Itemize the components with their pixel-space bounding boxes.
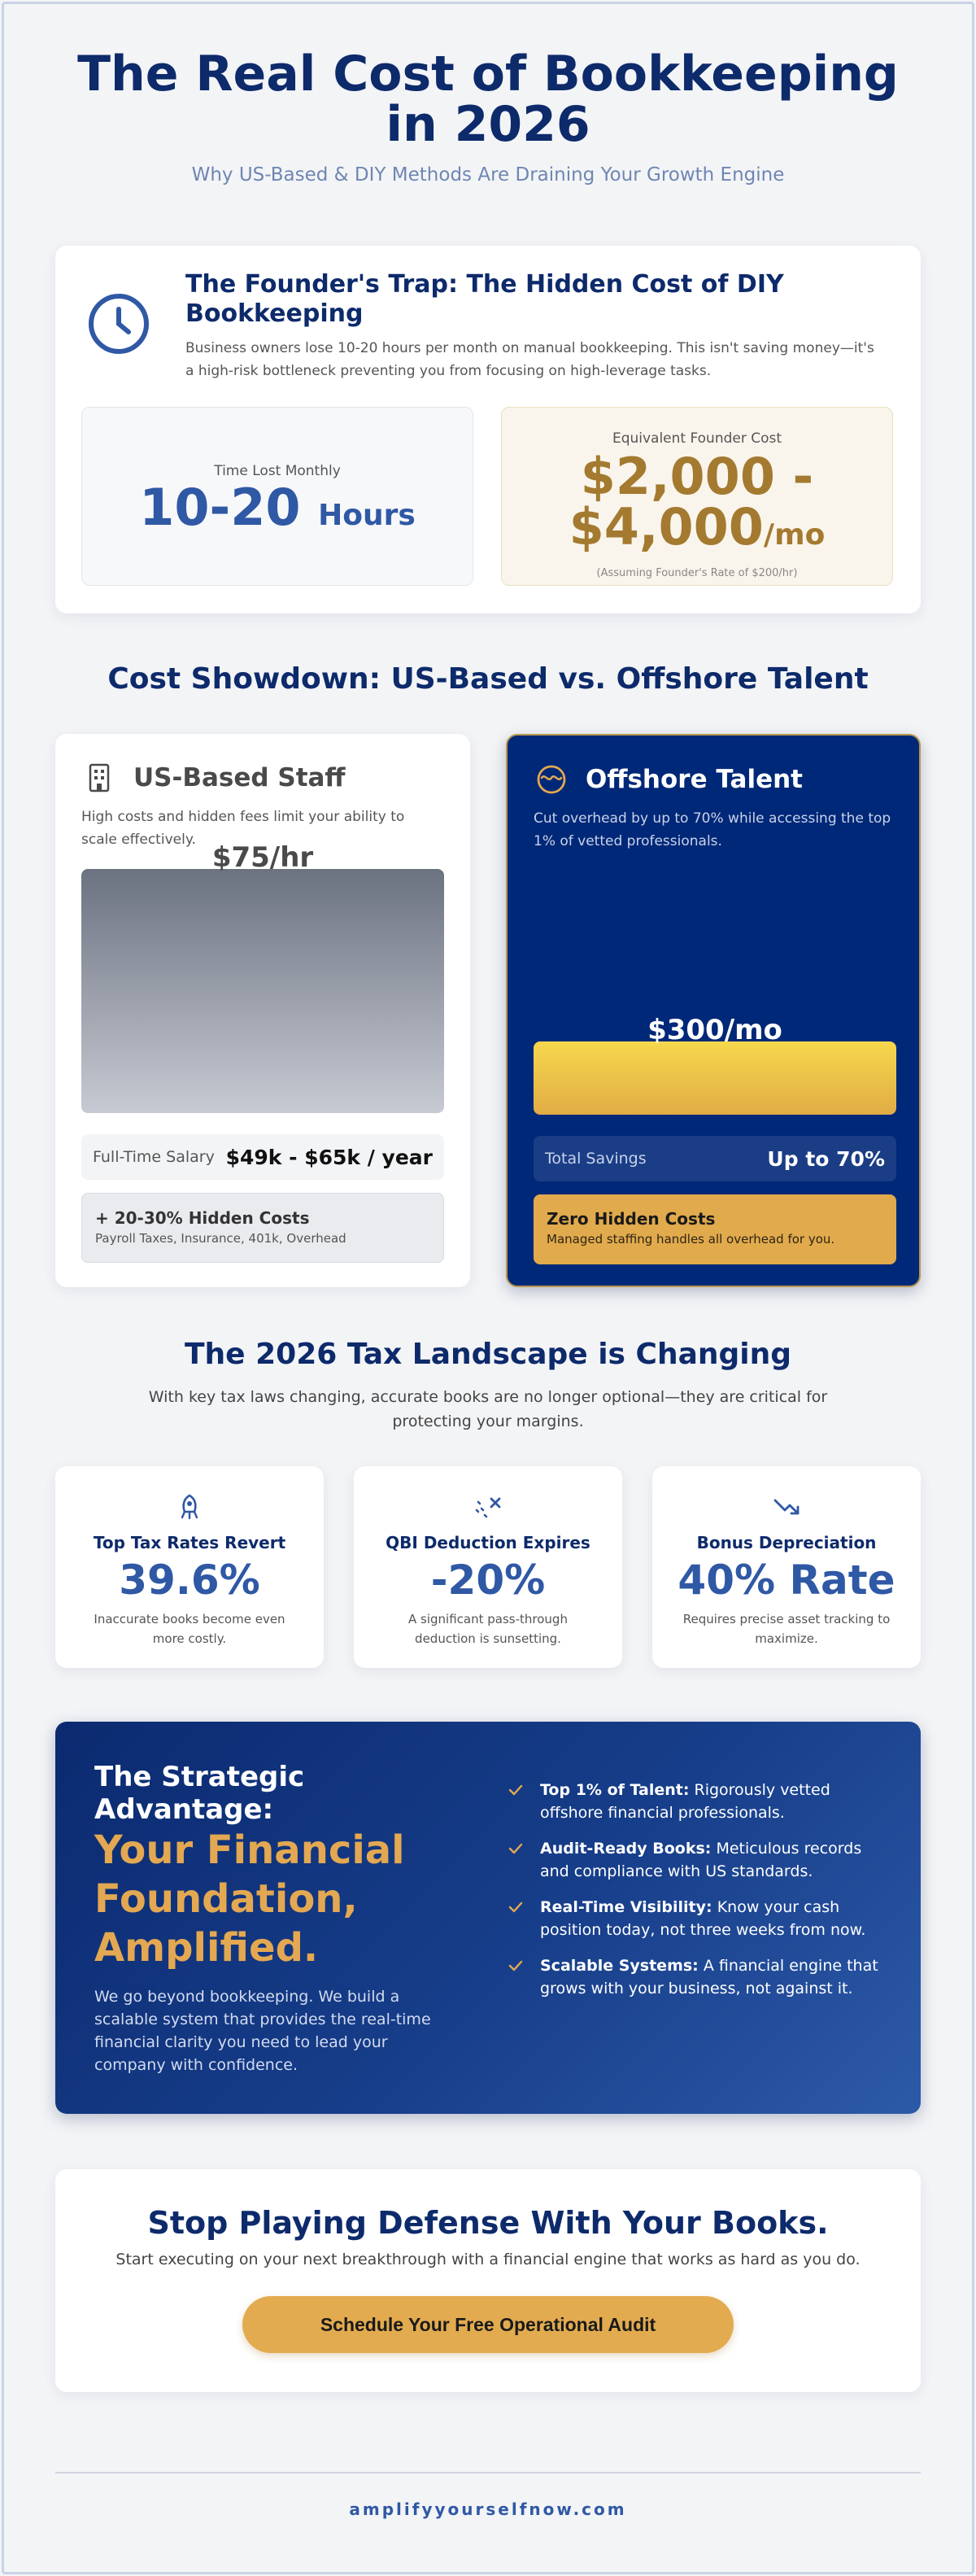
tax-title: The 2026 Tax Landscape is Changing bbox=[184, 1338, 791, 1371]
us-bar-label: $75/hr bbox=[211, 841, 314, 874]
check-icon bbox=[508, 1958, 524, 1974]
offshore-zero-costs-box bbox=[534, 1194, 896, 1264]
showdown-title: Cost Showdown: US-Based vs. Offshore Talent bbox=[107, 662, 869, 696]
trap-title: The Founder's Trap: The Hidden Cost of DIY Bookkeeping bbox=[185, 270, 784, 328]
us-staff-title: US-Based Staff bbox=[133, 763, 346, 792]
footer-link[interactable]: amplifyyourselfnow.com bbox=[349, 2500, 627, 2519]
tax-card-note: Requires precise asset tracking to maximize. bbox=[682, 1612, 891, 1646]
founder-cost-unit: /mo bbox=[763, 518, 826, 552]
strategic-advantage-panel bbox=[55, 1722, 921, 2114]
advantage-item-lead: Real-Time Visibility: bbox=[540, 1898, 712, 1916]
list-item bbox=[508, 1837, 890, 1883]
cta-subtitle: Start executing on your next breakthrough with a financial engine that works as hard as you do. bbox=[115, 2251, 861, 2268]
offshore-bar-label: $300/mo bbox=[647, 1014, 782, 1046]
time-lost-number: 10-20 bbox=[139, 478, 301, 537]
us-salary-row bbox=[81, 1134, 444, 1180]
sparkle-x-icon bbox=[473, 1492, 503, 1522]
offshore-savings-value: Up to 70% bbox=[767, 1146, 885, 1171]
offshore-savings-label: Total Savings bbox=[545, 1150, 647, 1168]
time-lost-label: Time Lost Monthly bbox=[214, 463, 341, 479]
advantage-item-lead: Scalable Systems: bbox=[540, 1957, 699, 1975]
us-hidden-costs-detail: Payroll Taxes, Insurance, 401k, Overhead bbox=[95, 1231, 346, 1246]
page-subtitle: Why US-Based & DIY Methods Are Draining Your Growth Engine bbox=[191, 164, 785, 186]
advantage-headline: Your Financial Foundation, Amplified. bbox=[94, 1827, 405, 1971]
building-icon bbox=[83, 762, 115, 794]
tax-card-note: A significant pass-through deduction is sunsetting. bbox=[408, 1612, 568, 1646]
founder-cost-label: Equivalent Founder Cost bbox=[612, 430, 782, 447]
list-item bbox=[508, 1954, 890, 2000]
page-title: The Real Cost of Bookkeeping in 2026 bbox=[77, 46, 899, 153]
tax-card-depreciation bbox=[652, 1466, 921, 1668]
globe-smile-icon bbox=[535, 763, 568, 796]
founder-cost-box bbox=[501, 407, 893, 586]
tax-card-qbi bbox=[354, 1466, 622, 1668]
advantage-item-text: A financial engine that grows with your business, not against it. bbox=[540, 1957, 878, 1997]
advantage-body: We go beyond bookkeeping. We build a scalable system that provides the real-time financial clarity you need to lead your company with confidence. bbox=[94, 1988, 431, 2074]
offshore-title: Offshore Talent bbox=[586, 765, 803, 794]
time-lost-box bbox=[81, 407, 473, 586]
rocket-icon bbox=[175, 1492, 204, 1522]
trap-description: Business owners lose 10-20 hours per month on manual bookkeeping. This isn't saving money—it's a high-risk bottleneck preventing you from focusing on high-leverage tasks. bbox=[185, 340, 874, 379]
advantage-item-lead: Top 1% of Talent: bbox=[540, 1781, 690, 1799]
offshore-savings-row bbox=[534, 1136, 896, 1181]
tax-card-note: Inaccurate books become even more costly. bbox=[94, 1612, 285, 1646]
time-lost-value bbox=[82, 479, 473, 544]
cta-card bbox=[55, 2169, 921, 2392]
us-staff-card bbox=[55, 734, 470, 1287]
advantage-item-text: Rigorously vetted offshore financial professionals. bbox=[540, 1781, 830, 1822]
advantage-item-text: Know your cash position today, not three weeks from now. bbox=[540, 1898, 866, 1939]
advantage-item-text: Meticulous records and compliance with US standards. bbox=[540, 1840, 862, 1880]
tax-card-name: Bonus Depreciation bbox=[696, 1533, 877, 1552]
offshore-cost-bar bbox=[534, 1041, 896, 1115]
offshore-bar-area bbox=[534, 871, 896, 1115]
founder-cost-note: (Assuming Founder's Rate of $200/hr) bbox=[596, 567, 798, 579]
us-bar-area bbox=[81, 841, 444, 1113]
offshore-zero-costs-title: Zero Hidden Costs bbox=[547, 1209, 716, 1229]
us-salary-label: Full-Time Salary bbox=[93, 1148, 215, 1166]
us-staff-description: High costs and hidden fees limit your ability to scale effectively. bbox=[81, 809, 405, 848]
footer-divider bbox=[55, 2472, 921, 2473]
us-hidden-costs-title: + 20-30% Hidden Costs bbox=[95, 1208, 310, 1228]
offshore-description: Cut overhead by up to 70% while accessing the top 1% of vetted professionals. bbox=[534, 810, 891, 849]
check-icon bbox=[508, 1840, 524, 1857]
offshore-zero-costs-detail: Managed staffing handles all overhead for you. bbox=[547, 1232, 835, 1247]
tax-card-value: 40% Rate bbox=[678, 1557, 895, 1604]
tax-card-value: 39.6% bbox=[119, 1557, 260, 1604]
tax-card-name: QBI Deduction Expires bbox=[386, 1533, 590, 1552]
tax-card-name: Top Tax Rates Revert bbox=[93, 1533, 286, 1552]
founder-cost-line1: $2,000 - bbox=[580, 447, 814, 506]
tax-card-value: -20% bbox=[430, 1557, 546, 1604]
advantage-list bbox=[508, 1779, 890, 2013]
us-hidden-costs-box bbox=[81, 1193, 444, 1263]
us-salary-value: $49k - $65k / year bbox=[225, 1145, 433, 1169]
list-item bbox=[508, 1779, 890, 1824]
schedule-audit-button[interactable]: Schedule Your Free Operational Audit bbox=[242, 2296, 734, 2353]
check-icon bbox=[508, 1782, 524, 1798]
advantage-item-lead: Audit-Ready Books: bbox=[540, 1840, 712, 1858]
clock-icon bbox=[86, 291, 151, 356]
us-cost-bar bbox=[81, 869, 444, 1113]
cta-title: Stop Playing Defense With Your Books. bbox=[147, 2205, 829, 2241]
tax-description: With key tax laws changing, accurate books are no longer optional—they are critical for protecting your margins. bbox=[148, 1388, 828, 1430]
founders-trap-card bbox=[55, 246, 921, 613]
tax-card-top-rates bbox=[55, 1466, 324, 1668]
time-lost-unit: Hours bbox=[318, 499, 416, 532]
list-item bbox=[508, 1896, 890, 1941]
trend-down-icon bbox=[772, 1492, 801, 1522]
founder-cost-value bbox=[502, 447, 892, 561]
founder-cost-line2: $4,000 bbox=[569, 497, 764, 557]
check-icon bbox=[508, 1899, 524, 1915]
offshore-talent-card bbox=[506, 734, 921, 1287]
advantage-kicker: The Strategic Advantage: bbox=[94, 1761, 305, 1826]
